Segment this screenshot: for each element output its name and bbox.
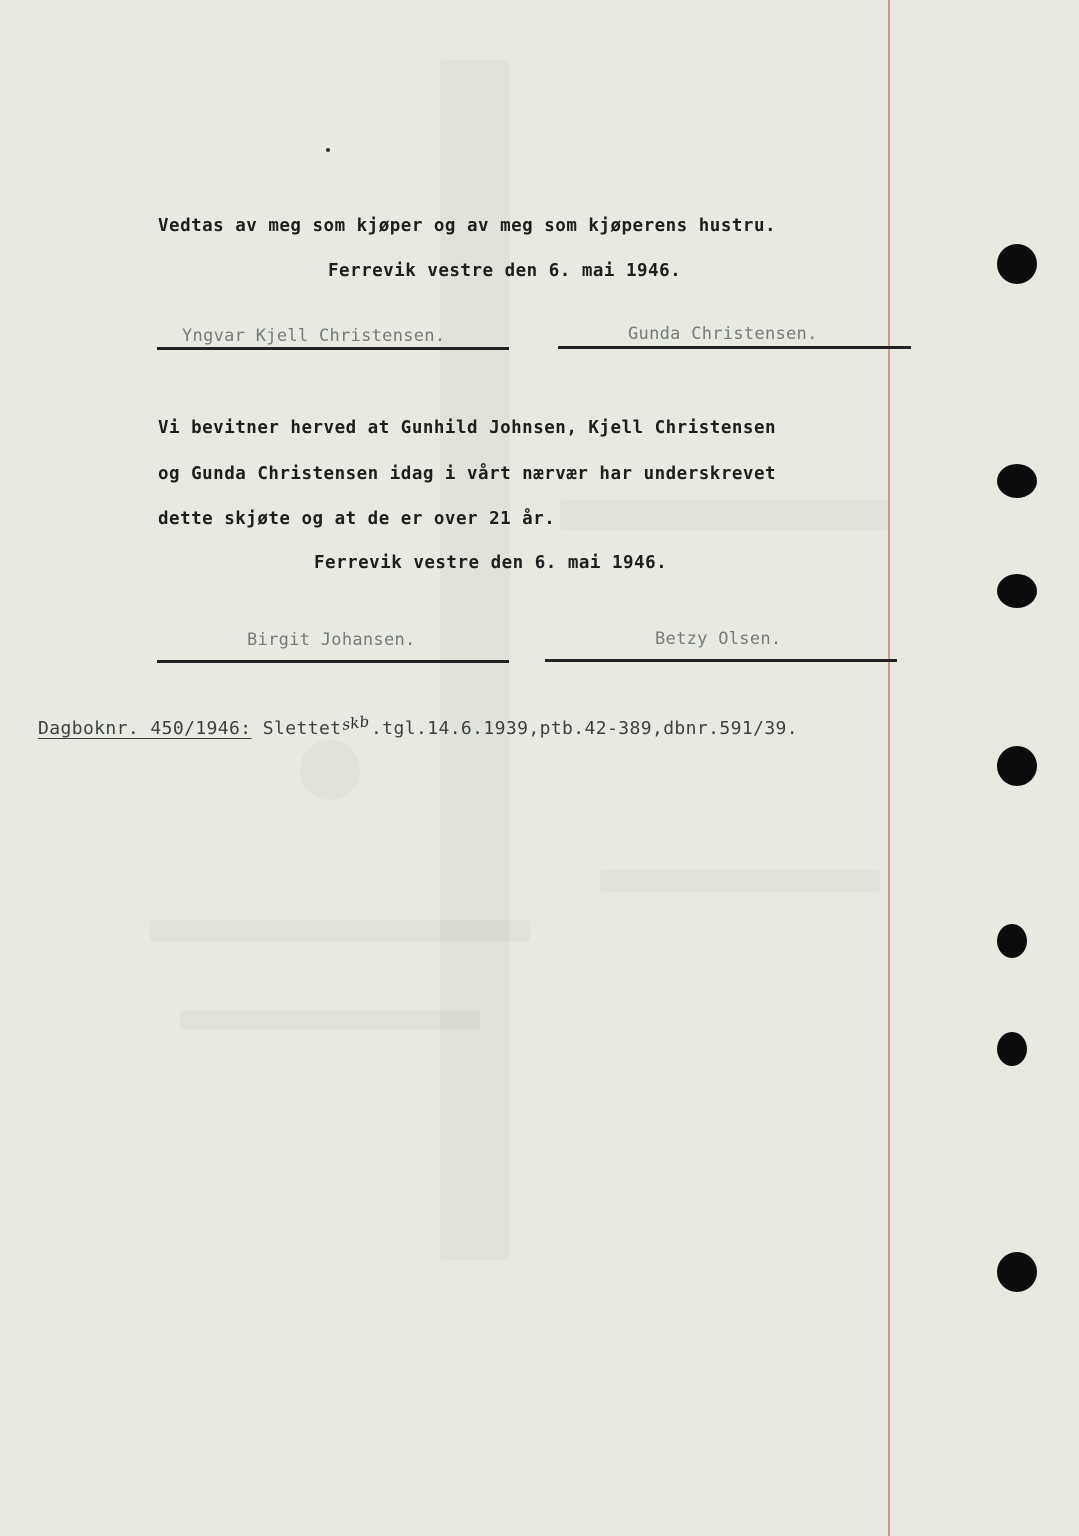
binding-hole [997,1252,1037,1292]
binding-hole [997,746,1037,786]
signature-line [558,346,911,349]
registry-entry [38,712,799,739]
bleed-through-mark [150,920,530,942]
registry-deleted: Slettet [262,718,342,739]
registry-label: Dagboknr. 450/1946: [38,718,252,739]
witness-place-date: Ferrevik vestre den 6. mai 1946. [314,553,668,573]
binding-hole [997,1032,1027,1066]
signature-line [157,347,509,350]
registry-details: .tgl.14.6.1939,ptb.42-389,dbnr.591/39. [371,718,799,739]
margin-rule [888,0,890,1536]
acceptance-place-date: Ferrevik vestre den 6. mai 1946. [328,261,682,281]
bleed-through-mark [180,1010,480,1030]
signature-witness-1: Birgit Johansen. [247,630,416,650]
ink-speck [326,148,330,152]
binding-hole [997,244,1037,284]
witness-line-3: dette skjøte og at de er over 21 år. [158,509,556,529]
signature-line [545,659,897,662]
bleed-through-mark [300,740,360,800]
binding-hole [997,574,1037,608]
signature-buyer: Yngvar Kjell Christensen. [182,326,446,346]
binding-hole [997,464,1037,498]
handwritten-initials: skb [341,712,372,734]
signature-witness-2: Betzy Olsen. [655,629,782,649]
witness-line-2: og Gunda Christensen idag i vårt nærvær har underskrevet [158,464,777,484]
acceptance-line-1: Vedtas av meg som kjøper og av meg som kjøperens hustru. [158,216,777,236]
binding-hole [997,924,1027,958]
signature-buyer-wife: Gunda Christensen. [628,324,818,344]
signature-line [157,660,509,663]
bleed-through-mark [600,870,880,892]
bleed-through-mark [560,500,890,530]
witness-line-1: Vi bevitner herved at Gunhild Johnsen, Kjell Christensen [158,418,777,438]
